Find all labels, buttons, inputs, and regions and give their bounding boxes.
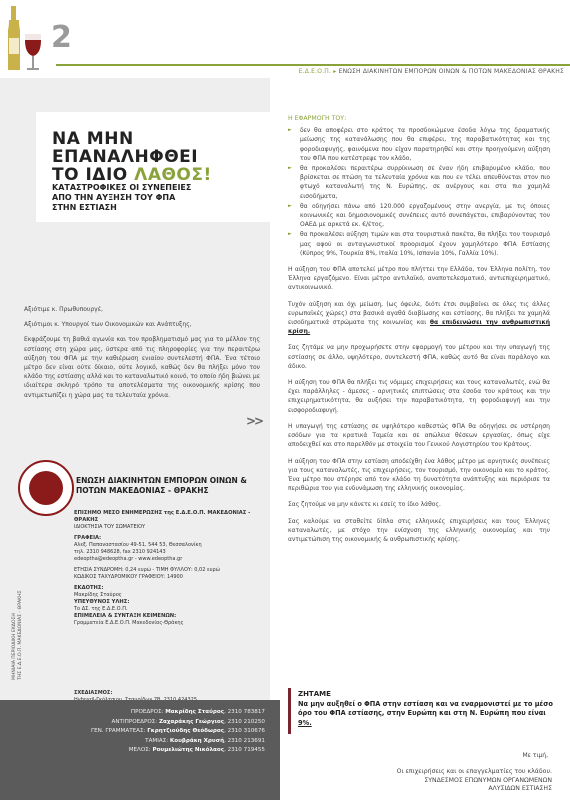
official-line2: ΙΔΙΟΚΤΗΣΙΑ ΤΟΥ ΣΩΜΑΤΕΙΟΥ xyxy=(74,524,146,530)
offices-address: Αλεξ. Παπαναστασίου 49-51, 544 53, Θεσσαλονίκη xyxy=(74,542,202,548)
subheadline xyxy=(52,183,191,213)
board-row xyxy=(5,718,265,728)
subheadline-line3: ΣΤΗΝ ΕΣΤΙΑΣΗ xyxy=(52,203,117,212)
headline-accent: ΛΑΘΟΣ! xyxy=(134,165,212,185)
running-title-sep: ▸ xyxy=(331,68,339,75)
board-role: ΤΑΜΙΑΣ: xyxy=(145,737,170,744)
header-rule xyxy=(56,64,570,66)
board-row xyxy=(5,737,265,747)
letter-body: Εκφράζουμε τη βαθιά αγωνία και τον προβληματισμό μας για το μέλλον της εστίασης στη χώρα μας, ύστερα από τις πληροφορίες για την περαιτέρω αύξηση του ΦΠΑ με την καθιέρωση ενιαίου συντελεστή ΦΠΑ. Ένα τέτοιο μέτρο δεν είναι ούτε δίκαιο, ούτε λογικό, καθώς δεν θα πλήξει μόνο τον κλάδο της εστίασης αλλά και το καταναλωτικό κοινό, το οποίο ήδη βιώνει με ιδιαίτερα σκληρό τρόπο τα αποτελέσματα της οικονομικής κρίσης που αντιμετωπίζει η χώρα μας τα τελευταία χρόνια. xyxy=(24,336,260,399)
board-name: Κουβράκη Χρυσή xyxy=(169,737,225,744)
bullet-item: ► θα προκαλέσει αύξηση τιμών και στα τουριστικά πακέτα, θα πλήξει τον τουρισμό μας αφού οι ανταγωνιστικοί προορισμοί έχουν χαμηλότερο ΦΠΑ Εστίασης (Κύπρος 9%, Τουρκία 8%, Ιταλία 10%, Ισπανία 10%, Γαλλία 10%). xyxy=(288,230,550,258)
board-role: ΠΡΟΕΔΡΟΣ: xyxy=(130,709,166,715)
demand-text-rate: 9%. xyxy=(298,718,312,727)
paragraph-text: Τυχόν αύξηση και όχι μείωση, (ως όφειλε, διότι έτσι συμβαίνει σε όλες τις άλλες ευρωπαϊκές χώρες) στα βασικά αγαθά διαβίωσης και εστίασης, θα πλήξει τα χαμηλά εισοδηματικά στρώματα της κοινωνίας και xyxy=(288,300,550,327)
board-name: Γκρητζιούδης Θεόδωρος xyxy=(147,728,225,734)
running-title-prefix: Ε.Δ.Ε.Ο.Π. xyxy=(298,68,332,75)
publisher-label: ΕΚΔΟΤΗΣ: xyxy=(74,585,104,591)
headline xyxy=(52,130,212,184)
running-title xyxy=(299,68,564,75)
editor: Το ΔΣ. της Ε.Δ.Ε.Ο.Π. xyxy=(74,606,128,612)
publisher: Μακρίδης Σταύρος xyxy=(74,592,122,598)
board-row xyxy=(5,746,265,756)
design-label: ΣΧΕΔΙΑΣΜΟΣ: xyxy=(74,690,113,696)
association-title: ΕΝΩΣΗ ΔΙΑΚΙΝΗΤΩΝ ΕΜΠΟΡΩΝ ΟΙΝΩΝ & ΠΟΤΩΝ ΜΑΚΕΔΟΝΙΑΣ - ΘΡΑΚΗΣ xyxy=(76,476,247,495)
board-list xyxy=(5,708,265,756)
editor-label: ΥΠΕΥΘΥΝΟΣ ΥΛΗΣ: xyxy=(74,599,130,605)
board-name: Μακρίδης Σταύρος xyxy=(165,709,225,715)
paragraph: Σας καλούμε να σταθείτε δίπλα στις ελληνικές επιχειρήσεις και τους Έλληνες καταναλωτές, με στόχο την ενίσχυση της ελληνικής οικονομίας και την αντιμετώπιση της οικονομικής & ανθρωπιστικής κρίσης. xyxy=(288,517,550,543)
offices-phone: τηλ. 2310 948628, fax 2310 924143 xyxy=(74,549,166,555)
board-name: Ρουμελιώτης Νικόλαος xyxy=(152,747,225,753)
section-intro: Η ΕΦΑΡΜΟΓΗ ΤΟΥ: xyxy=(288,115,347,122)
bullet-item: ► θα προκαλέσει περαιτέρω συρρίκνωση σε έναν ήδη επιβαρυμένο κλάδο, που βρίσκεται σε πτώση τα τελευταία χρόνια και που εν τέλει απευθύνεται στον πιο φτωχό καταναλωτή της Ν. Ευρώπης, σε ανέργους και στα πιο χαμηλά εισοδήματα, xyxy=(288,164,550,201)
vertical-caption-line1: ΜΗΝΙΑΙΑ ΠΕΡΙΟΔΙΚΗ ΕΚΔΟΣΗ xyxy=(12,613,17,680)
signature xyxy=(292,768,552,794)
subheadline-line1: ΚΑΤΑΣΤΡΟΦΙΚΕΣ ΟΙ ΣΥΝΕΠΕΙΕΣ xyxy=(52,183,192,192)
headline-line2: ΕΠΑΝΑΛΗΦΘΕΙ xyxy=(52,147,199,167)
board-phone: , 2310 783817 xyxy=(224,709,265,715)
page-number: 2 xyxy=(51,20,72,55)
offices-email-web: edeoptha@edeoptha.gr - www.edeoptha.gr xyxy=(74,556,183,562)
board-phone: , 2310 210250 xyxy=(224,718,265,725)
headline-line3 xyxy=(52,166,212,184)
offices-label: ΓΡΑΦΕΙΑ: xyxy=(74,535,102,541)
letter xyxy=(24,305,260,406)
vertical-caption xyxy=(12,530,22,680)
demand-title: ΖΗΤΑΜΕ xyxy=(298,690,331,698)
headline-line1: ΝΑ ΜΗΝ xyxy=(52,129,134,149)
supervision-label: ΕΠΙΜΕΛΕΙΑ & ΣΥΝΤΑΞΗ ΚΕΙΜΕΝΩΝ: xyxy=(74,613,177,619)
signature-line3: ΑΛΥΣΙΔΩΝ ΕΣΤΙΑΣΗΣ xyxy=(488,785,552,793)
paragraph-emphasis: θα επιδεινώσει την ανθρωπιστική κρίση. xyxy=(288,319,551,336)
board-role: ΓΕΝ. ΓΡΑΜΜΑΤΕΑΣ: xyxy=(91,728,148,734)
bullet-item: ► θα οδηγήσει πάνω από 120.000 εργαζομένους στην ανεργία, με τις όποιες κοινωνικές και δημοσιονομικές συνέπειες αυτό συνεπάγεται, επιβαρύνοντας τον ΟΑΕΔ με αρκετά εκ. €/έτος, xyxy=(288,202,550,230)
association-seal-icon xyxy=(18,460,74,516)
postal-code: ΚΩΔΙΚΟΣ ΤΑΧΥΔΡΟΜΙΚΟΥ ΓΡΑΦΕΙΟΥ: 14900 xyxy=(74,574,183,580)
supervision: Γραμματεία Ε.Δ.Ε.Ο.Π. Μακεδονίας-Θράκης xyxy=(74,620,184,626)
subheadline-line2: ΑΠΟ ΤΗΝ ΑΥΞΗΣΗ ΤΟΥ ΦΠΑ xyxy=(52,193,176,202)
official-line1: ΕΠΙΣΗΜΟ ΜΕΣΟ ΕΝΗΜΕΡΩΣΗΣ της Ε.Δ.Ε.Ο.Π. ΜΑΚΕΔΟΝΙΑΣ - ΘΡΑΚΗΣ xyxy=(74,510,251,523)
demand-text-body: Να μην αυξηθεί ο ΦΠΑ στην εστίαση και να εναρμονιστεί με το μέσο όρο του ΦΠΑ εστίασης, στην Ευρώπη και στη Ν. Ευρώπη που είναι xyxy=(298,700,553,718)
demand-text xyxy=(298,700,556,728)
closing: Με τιμή, xyxy=(522,752,548,759)
signature-line2: ΣΥΝΔΕΣΜΟΣ ΕΠΩΝΥΜΩΝ ΟΡΓΑΝΩΜΕΝΩΝ xyxy=(424,776,552,784)
wine-bottle-glass-icon xyxy=(5,4,45,76)
seal-center xyxy=(29,471,63,505)
vertical-caption-line2: ΤΗΣ Ε.Δ.Ε.Ο.Π. ΜΑΚΕΔΟΝΙΑΣ - ΘΡΑΚΗΣ xyxy=(18,590,23,680)
board-row xyxy=(5,727,265,737)
headline-line3-prefix: ΤΟ ΙΔΙΟ xyxy=(52,165,135,185)
board-row xyxy=(5,708,265,718)
salutation-ministers: Αξιότιμοι κ. Υπουργοί των Οικονομικών και Ανάπτυξης, xyxy=(24,321,192,329)
paragraph: Η υπαγωγή της εστίασης σε υψηλότερο καθεστώς ΦΠΑ θα οδηγήσει σε υστέρηση εσόδων για τα κρατικά Ταμεία και σε απώλεια θέσεων εργασίας, όπως είχε αποδειχθεί και στο παρελθόν με στοιχεία του Γενικού Λογιστηρίου του Κράτους. xyxy=(288,422,550,449)
paragraph: Σας ζητάμε να μην προχωρήσετε στην εφαρμογή του μέτρου και την υπαγωγή της εστίασης σε άλλο, υψηλότερο, συντελεστή ΦΠΑ, καθώς αυτό θα είναι παράλογο και άδικο. xyxy=(288,344,550,370)
paragraph: Η αύξηση του ΦΠΑ αποτελεί μέτρο που πλήττει την Ελλάδα, τον Έλληνα πολίτη, τον Έλληνα εργαζόμενο. Είναι μέτρο αντιλαϊκό, αναποτελεσματικό, αντιεπιχειρηματικό, αντικοινωνικό. xyxy=(288,266,550,292)
continue-arrows: >> xyxy=(246,414,263,428)
board-name: Ζαχαράκης Γεώργιος xyxy=(158,718,225,725)
paragraph xyxy=(288,300,550,337)
page-header xyxy=(0,0,570,62)
board-phone: , 2310 213691 xyxy=(224,737,265,744)
bullet-item: ► δεν θα αποφέρει στο κράτος τα προσδοκώμενα έσοδα λόγω της δραματικής μείωσης της κατανάλωσης που θα επιφέρει, της παραβατικότητας και της φοροδιαφυγής, φαινόμενα που είχαν παρατηρηθεί και στην προηγούμενη αύξηση του ΦΠΑ που κατέστρεψε τον κλάδο, xyxy=(288,126,550,163)
paragraph: Σας ζητούμε να μην κάνετε κι εσείς το ίδιο λάθος. xyxy=(288,501,441,509)
board-phone: , 2310 310676 xyxy=(224,728,265,734)
paragraph: Η αύξηση του ΦΠΑ θα πλήξει τις νόμιμες επιχειρήσεις και τους καταναλωτές, ενώ θα έχει παράλληλες - άμεσες - αρνητικές επιπτώσεις στα έσοδα του κράτους και την επιχειρηματικότητα, θα αυξήσει την παραβατικότητα, τη φοροδιαφυγή και την εισφοροδιαφυγή. xyxy=(288,379,550,414)
salutation-pm: Αξιότιμε κ. Πρωθυπουργέ, xyxy=(24,306,103,313)
right-column xyxy=(288,114,550,551)
running-title-text: ΕΝΩΣΗ ΔΙΑΚΙΝΗΤΩΝ ΕΜΠΟΡΩΝ ΟΙΝΩΝ & ΠΟΤΩΝ ΜΑΚΕΔΟΝΙΑΣ ΘΡΑΚΗΣ xyxy=(338,68,564,75)
paragraph: Η αύξηση του ΦΠΑ στην εστίαση αποδείχθη ένα λάθος μέτρο με αρνητικές συνέπειες για τους καταναλωτές, τις επιχειρήσεις, τον τουρισμό, την οικονομία και το κράτος. Ένα μέτρο που στέρησε από τον κλάδο τη δυνατότητα ανάπτυξης και περιόρισε τα περιθώρια του για ενδυνάμωση της ελληνικής οικονομίας. xyxy=(288,457,550,493)
subscription: ΕΤΗΣΙΑ ΣΥΝΔΡΟΜΗ: 0,24 ευρώ - ΤΙΜΗ ΦΥΛΛΟΥ: 0,02 ευρώ xyxy=(74,567,220,573)
board-role: ΑΝΤΙΠΡΟΕΔΡΟΣ: xyxy=(111,718,159,725)
masthead-info xyxy=(74,510,264,631)
board-role: ΜΕΛΟΣ: xyxy=(128,747,153,753)
board-phone: , 2310 719455 xyxy=(224,747,265,753)
signature-line1: Οι επιχειρήσεις και οι επαγγελματίες του κλάδου. xyxy=(396,768,552,775)
